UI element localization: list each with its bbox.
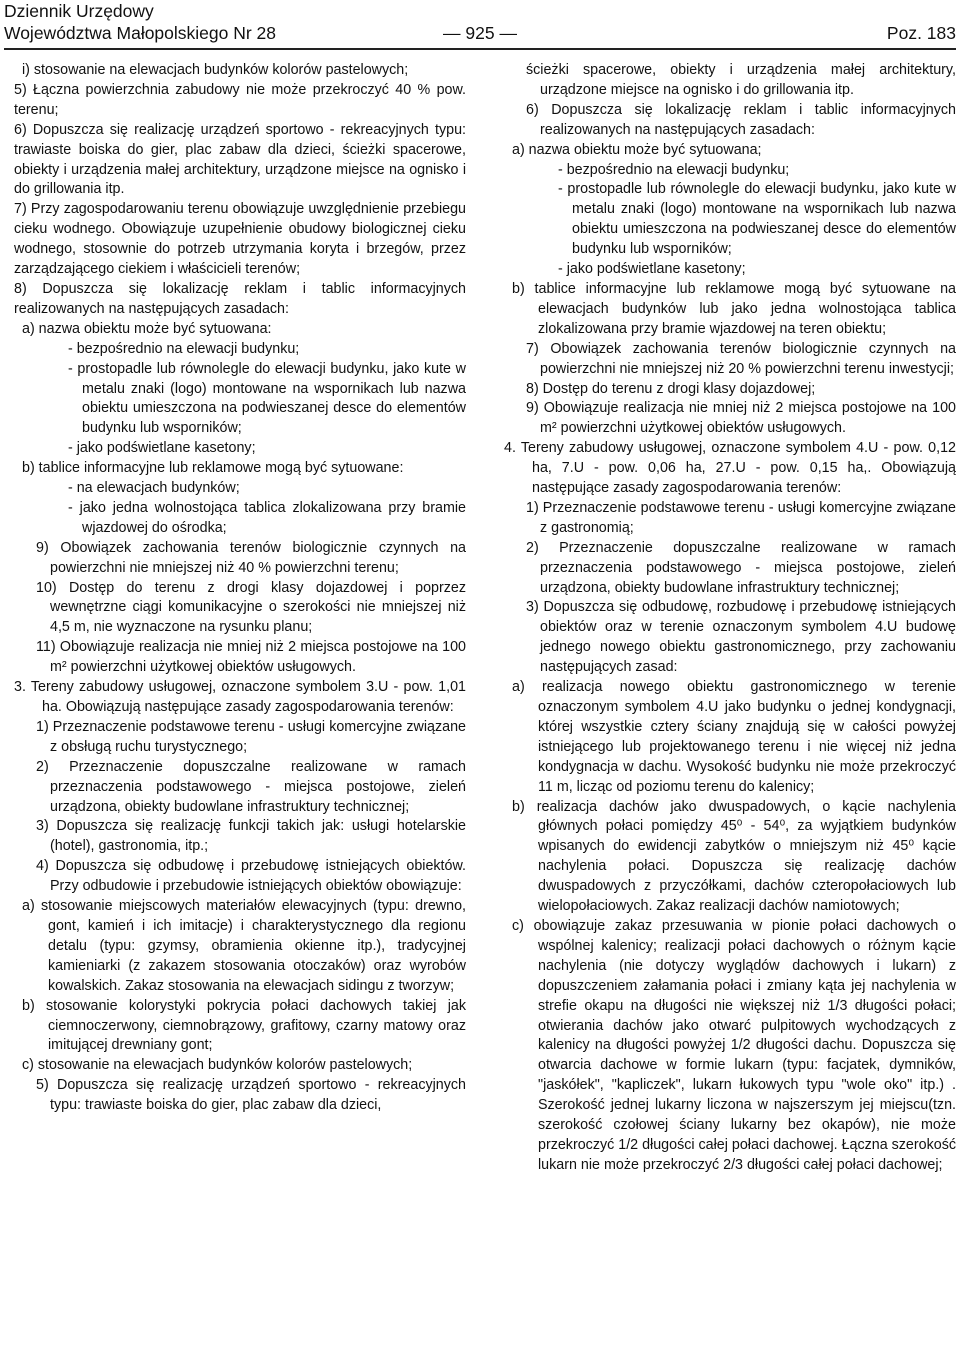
paragraph: b) realizacja dachów jako dwuspadowych, o kącie nachylenia głównych połaci pomiędzy 45⁰ - 54⁰, za wyjątkiem budynków wpisanych do ewidencji zabytków o mniejszym niż 45⁰ kącie nachylenia połaci. Dopuszcza się realizację dachów dwuspadowych z przyczółkami, dachów czteropołaciowych lub wielopołaciowych. Zakaz realizacji dachów namiotowych; [512,798,956,915]
paragraph: - prostopadle lub równolegle do elewacji budynku, jako kute w metalu znaki (logo) montowane na wspornikach lub nazwa obiektu umieszczona na podwieszanej desce do elementów budynku lub wsporników; [68,360,466,437]
paragraph: 3) Dopuszcza się realizację funkcji takich jak: usługi hotelarskie (hotel), gastronomia, itp.; [36,818,466,855]
paragraph: c) stosowanie na elewacjach budynków kolorów pastelowych; [22,1057,413,1074]
paragraph: 2) Przeznaczenie dopuszczalne realizowane w ramach przeznaczenia podstawowego - miejsca postojowe, zieleń urządzona, obiekty budowlane infrastruktury technicznej; [36,758,466,815]
paragraph: 2) Przeznaczenie dopuszczalne realizowane w ramach przeznaczenia podstawowego - miejsca postojowe, zieleń urządzona, obiekty budowlane infrastruktury technicznej; [526,539,956,596]
header-divider [4,48,956,50]
paragraph: i) stosowanie na elewacjach budynków kolorów pastelowych; [22,62,409,78]
paragraph: 9) Obowiązuje realizacja nie mniej niż 2 miejsca postojowe na 100 m² powierzchni użytkowej obiektów usługowych. [526,400,956,437]
paragraph: 10) Dostęp do terenu z drogi klasy dojazdowej i poprzez wewnętrzne ciągi komunikacyjne o szerokości nie mniejszej niż 4,5 m, nie wyznaczone na rysunku planu; [36,579,466,636]
paragraph: a) nazwa obiektu może być sytuowana; [512,141,762,158]
paragraph: 9) Obowiązek zachowania terenów biologicznie czynnych na powierzchni nie mniejszej niż 40 % powierzchni terenu; [36,539,466,576]
paragraph: 5) Dopuszcza się realizację urządzeń sportowo - rekreacyjnych typu: trawiaste boiska do gier, plac zabaw dla dzieci, [36,1077,466,1114]
paragraph: - jako jedna wolnostojąca tablica zlokalizowana przy bramie wjazdowej do ośrodka; [68,499,466,536]
paragraph: c) obowiązuje zakaz przesuwania w pionie połaci dachowych o wspólnej kalenicy; realizacji połaci dachowych o różnym kącie nachylenia (nie dotyczy wyglądów dachowych i lukarn) z dopuszczeniem załamania połaci i zmiany kąta jej nachylenia w strefie okapu na długości nie większej niż 1/3 długości połaci; otwierania dachów jako otwarć pulpitowych wychodzących z kalenicy na długości powyżej 1/2 długości dachu. Dopuszcza się otwarcia dachowe w formie lukarn (typu: facjatek, dymników, "jaskółek", "kapliczek", lukarn łukowych typu "wole oko" itp.) . Szerokość jednej lukarny liczona w najszerszym jej miejscu(tzn. szerokość czołowej ściany lukarny bez okapów), nie może przekroczyć 1/2 długości całej połaci dachowej. Łączna szerokość lukarn nie może przekroczyć 2/3 długości całej połaci dachowej; [512,917,956,1173]
paragraph: 6) Dopuszcza się realizację urządzeń sportowo - rekreacyjnych typu: trawiaste boiska do gier, plac zabaw dla dzieci, ścieżki spacerowe, obiekty i urządzenia małej architektury, urządzone miejsce na ognisko i do grillowania itp. [14,121,466,198]
paragraph: 7) Obowiązek zachowania terenów biologicznie czynnych na powierzchni nie mniejszej niż 20 % powierzchni terenu inwestycji; [526,340,956,377]
page-header [4,0,956,46]
paragraph: - jako podświetlane kasetony; [558,261,746,278]
paragraph: - na elewacjach budynków; [68,480,240,497]
paragraph: 11) Obowiązuje realizacja nie mniej niż 2 miejsca postojowe na 100 m² powierzchni użytkowej obiektów usługowych. [36,639,466,676]
paragraph: 6) Dopuszcza się lokalizację reklam i tablic informacyjnych realizowanych na następujących zasadach: [526,101,956,138]
publication-title: Dziennik Urzędowy [4,1,154,21]
left-column [14,61,466,1116]
paragraph: 3) Dopuszcza się odbudowę, rozbudowę i przebudowę istniejących obiektów oraz w terenie oznaczonym symbolem 4.U budowę jednego nowego obiektu gastronomicznego, przy zachowaniu następujących zasad: [526,599,956,676]
paragraph: - prostopadle lub równolegle do elewacji budynku, jako kute w metalu znaki (logo) montowane na wspornikach lub nazwa obiektu umieszczona na podwieszanej desce do elementów budynku lub wsporników; [558,181,956,258]
position-number: Poz. 183 [886,23,956,43]
paragraph: 8) Dostęp do terenu z drogi klasy dojazdowej; [526,380,816,397]
paragraph: 5) Łączna powierzchnia zabudowy nie może przekroczyć 40 % pow. terenu; [14,81,466,118]
paragraph: a) nazwa obiektu może być sytuowana: [22,320,272,337]
paragraph: b) stosowanie kolorystyki pokrycia połaci dachowych takiej jak ciemnoczerwony, ciemnobrązowy, grafitowy, czarny matowy oraz imitującej drewniany gont; [22,997,466,1054]
paragraph: - jako podświetlane kasetony; [68,440,256,457]
paragraph: 4. Tereny zabudowy usługowej, oznaczone symbolem 4.U - pow. 0,12 ha, 7.U - pow. 0,06 ha, 27.U - pow. 0,15 ha,. Obowiązują następujące zasady zagospodarowania terenów: [504,440,956,497]
paragraph: 7) Przy zagospodarowaniu terenu obowiązuje uwzględnienie przebiegu cieku wodnego. Obowiązuje uzupełnienie obudowy biologicznej cieku wodnego, stosownie do potrzeb utrzymania koryta i brzegów, przez zarządzającego ciekiem i właścicieli terenów; [14,201,466,278]
paragraph: ścieżki spacerowe, obiekty i urządzenia małej architektury, urządzone miejsce na ognisko i do grillowania itp. [526,62,956,98]
paragraph: - bezpośrednio na elewacji budynku; [558,161,790,178]
paragraph: - bezpośrednio na elewacji budynku; [68,340,300,357]
paragraph: 4) Dopuszcza się odbudowę i przebudowę istniejących obiektów. Przy odbudowie i przebudowie istniejących obiektów obowiązuje: [36,858,466,895]
paragraph: 3. Tereny zabudowy usługowej, oznaczone symbolem 3.U - pow. 1,01 ha. Obowiązują następujące zasady zagospodarowania terenów: [14,679,466,715]
voivodeship-issue: Województwa Małopolskiego Nr 28 [4,23,277,43]
paragraph: 8) Dopuszcza się lokalizację reklam i tablic informacyjnych realizowanych na następujących zasadach: [14,280,466,317]
paragraph: 1) Przeznaczenie podstawowe terenu - usługi komercyjne związane z obsługą ruchu turystycznego; [36,718,466,755]
page-number: — 925 — [443,23,517,43]
paragraph: b) tablice informacyjne lub reklamowe mogą być sytuowane: [22,460,404,477]
paragraph: b) tablice informacyjne lub reklamowe mogą być sytuowane na elewacjach budynków lub jako jedna wolnostojąca tablica zlokalizowana przy bramie wjazdowej na teren obiektu; [512,280,956,337]
paragraph: a) stosowanie miejscowych materiałów elewacyjnych (typu: drewno, gont, kamień i ich imitacje) i charakterystycznego dla regionu detalu (typu: gzymsy, obramienia okienne itp.), tradycyjnej kamieniarki (z zakazem stosowania otoczaków) oraz wyrobów kowalskich. Zakaz stosowania na elewacjach sidingu z tworzyw; [22,898,466,994]
paragraph: 1) Przeznaczenie podstawowe terenu - usługi komercyjne związane z gastronomią; [526,499,956,536]
paragraph: a) realizacja nowego obiektu gastronomicznego w terenie oznaczonym symbolem 4.U jako budynku o jednej kondygnacji, której wszystkie cztery ściany znajdują się w całości powyżej istniejącego lub projektowanego terenu i nie więcej niż jedna kondygnacja w dachu. Wysokość budynku nie może przekroczyć 11 m, licząc od poziomu terenu do kalenicy; [512,679,956,795]
right-column [504,61,956,1176]
